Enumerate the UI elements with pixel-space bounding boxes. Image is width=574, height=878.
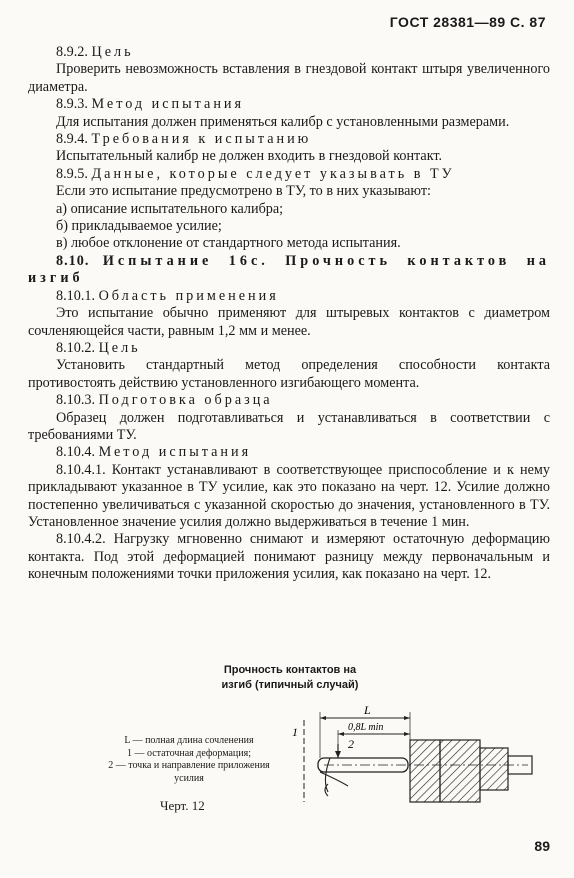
paragraph: 8.10.4.2. Нагрузку мгновенно снимают и измеряют остаточную деформацию контакта. Под этой деформацией понимают разницу между первоначальным и конечным положениями точки приложения усилия, как показано на черт. 12. bbox=[28, 531, 550, 583]
section-heading bbox=[28, 392, 550, 409]
legend-item-2: 2 — точка и направление приложения усилия bbox=[108, 760, 270, 784]
section-title: Метод испытания bbox=[98, 444, 252, 461]
section-number: 8.10.4. bbox=[56, 444, 96, 461]
section-title: Цель bbox=[91, 44, 134, 60]
figure-title bbox=[180, 663, 400, 693]
paragraph: Испытательный калибр не должен входить в гнездовой контакт. bbox=[56, 148, 443, 165]
section-number: 8.10.3. bbox=[56, 392, 96, 409]
label-2: 2 bbox=[348, 737, 354, 751]
legend-item-l: L — полная длина сочленения bbox=[124, 735, 254, 746]
list-item: б) прикладываемое усилие; bbox=[56, 218, 222, 235]
section-heading bbox=[28, 131, 550, 148]
label-08L: 0,8L min bbox=[348, 722, 384, 733]
section-heading bbox=[28, 44, 550, 61]
paragraph: Если это испытание предусмотрено в ТУ, то в них указывают: bbox=[56, 183, 431, 200]
paragraph: Это испытание обычно применяют для штыревых контактов с диаметром сочленяющейся части, равным 1,2 мм и менее. bbox=[28, 305, 550, 339]
section-title: Подготовка образца bbox=[98, 392, 273, 409]
figure-title-line-2: изгиб (типичный случай) bbox=[221, 679, 359, 691]
section-heading bbox=[28, 253, 550, 288]
section-heading bbox=[28, 444, 550, 461]
figure-caption: Черт. 12 bbox=[160, 798, 205, 813]
label-L: L bbox=[364, 703, 371, 717]
figure-legend bbox=[104, 735, 274, 785]
list-item: а) описание испытательного калибра; bbox=[56, 200, 284, 217]
contact-bending-drawing bbox=[288, 700, 548, 812]
section-number: 8.9.4. bbox=[56, 131, 88, 148]
page-number: 89 bbox=[534, 838, 550, 854]
section-number: 8.10. bbox=[56, 252, 90, 269]
section-heading bbox=[28, 288, 550, 305]
section-title: Цель bbox=[98, 339, 141, 356]
legend-item-1: 1 — остаточная деформация; bbox=[126, 747, 251, 759]
figure-title-line-1: Прочность контактов на bbox=[223, 664, 357, 676]
deformed-pin-line bbox=[320, 772, 348, 786]
paragraph: Проверить невозможность вставления в гнездовой контакт штыря увеличенного диаметра. bbox=[28, 61, 550, 95]
section-number: 8.10.2. bbox=[56, 339, 96, 356]
section-heading bbox=[28, 166, 550, 183]
housing-tail bbox=[480, 748, 508, 790]
section-number: 8.9.3. bbox=[56, 96, 88, 113]
document-body bbox=[28, 44, 550, 584]
housing-left bbox=[410, 740, 440, 802]
section-title: Метод испытания bbox=[91, 96, 245, 113]
paragraph: 8.10.4.1. Контакт устанавливают в соответствующее приспособление и к нему прикладывают указанное в ТУ усилие, как это показано на черт. 12. Усилие должно постепенно увеличиваться с указанной скоростью до значения, установленного в ТУ. Установленное значение усилия должно выдерживаться в течение 1 мин. bbox=[28, 461, 550, 530]
page-header: ГОСТ 28381—89 С. 87 bbox=[389, 14, 546, 30]
section-title: Область применения bbox=[98, 287, 279, 304]
section-number: 8.9.5. bbox=[56, 165, 88, 182]
section-heading bbox=[28, 340, 550, 357]
paragraph: Установить стандартный метод определения способности контакта противостоять действию установленного изгибающего момента. bbox=[28, 357, 550, 391]
section-title: Данные, которые следует указывать в ТУ bbox=[91, 165, 455, 182]
label-1: 1 bbox=[292, 725, 298, 739]
paragraph: Образец должен подготавливаться и устанавливаться в соответствии с требованиями ТУ. bbox=[28, 409, 550, 443]
paragraph: Для испытания должен применяться калибр с установленными размерами. bbox=[56, 113, 510, 130]
list-item: в) любое отклонение от стандартного метода испытания. bbox=[56, 235, 401, 252]
section-heading bbox=[28, 96, 550, 113]
housing-right bbox=[440, 740, 480, 802]
section-title: Испытание 16с. Прочность контактов на изгиб bbox=[28, 252, 550, 287]
section-number: 8.10.1. bbox=[56, 287, 96, 304]
section-title: Требования к испытанию bbox=[91, 131, 312, 148]
section-number: 8.9.2. bbox=[56, 44, 88, 60]
